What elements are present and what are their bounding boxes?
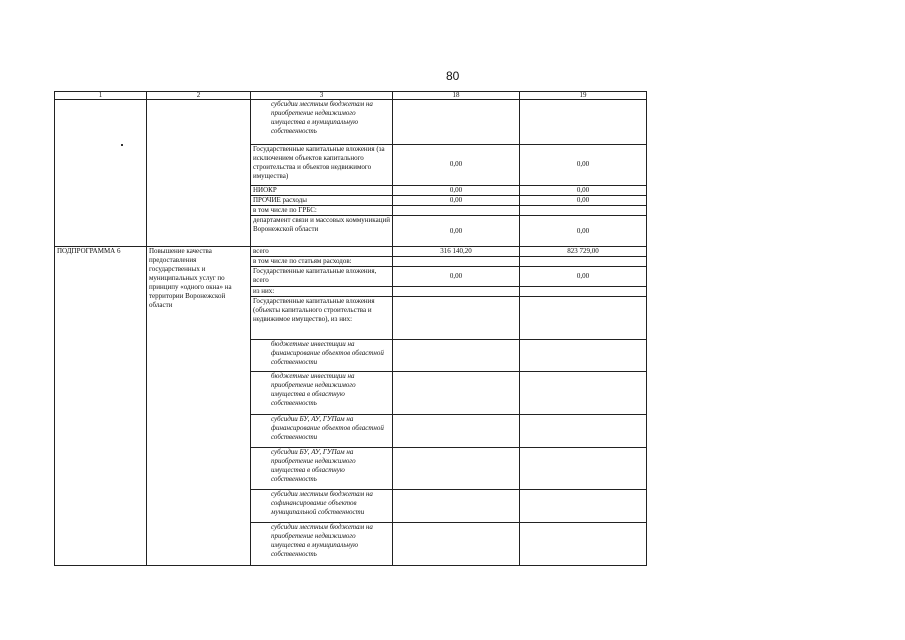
value-cell-19 <box>520 490 647 523</box>
subprogram-label-cell: ПОДПРОГРАММА 6 <box>55 246 147 565</box>
header-cell-18: 18 <box>393 92 520 100</box>
value-cell-19 <box>520 296 647 339</box>
subprogram-name-cell: Повышение качества предоставления государственных и муниципальных услуг по принципу «одного окна» на территории Воронежской области <box>147 246 251 565</box>
header-row <box>55 92 647 100</box>
value-cell-19 <box>520 100 647 145</box>
value-cell-18 <box>393 339 520 372</box>
value-cell-19: 0,00 <box>520 267 647 286</box>
value-cell-19 <box>520 257 647 267</box>
header-cell-3: 3 <box>251 92 393 100</box>
value-cell-19 <box>520 206 647 216</box>
table-row <box>55 100 647 145</box>
value-cell-19: 823 729,00 <box>520 246 647 256</box>
value-cell-18: 0,00 <box>393 267 520 286</box>
expense-item-cell: всего <box>251 246 393 256</box>
expense-item-cell: Государственные капитальные вложения, всего <box>251 267 393 286</box>
empty-cell-col1 <box>55 100 147 247</box>
expense-item-cell: в том числе по ГРБС: <box>251 206 393 216</box>
value-cell-18 <box>393 490 520 523</box>
table-row <box>55 246 647 256</box>
header-cell-19: 19 <box>520 92 647 100</box>
value-cell-18: 0,00 <box>393 195 520 205</box>
page-number: 80 <box>446 69 460 83</box>
expense-item-cell: субсидии местным бюджетам на приобретение недвижимого имущества в муниципальную собственность <box>251 523 393 566</box>
value-cell-18: 0,00 <box>393 216 520 247</box>
value-cell-19 <box>520 339 647 372</box>
value-cell-18 <box>393 447 520 490</box>
value-cell-19 <box>520 372 647 415</box>
value-cell-18 <box>393 257 520 267</box>
value-cell-18: 316 140,20 <box>393 246 520 256</box>
expense-item-cell: субсидии местным бюджетам на приобретение недвижимого имущества в муниципальную собственность <box>251 100 393 145</box>
header-cell-2: 2 <box>147 92 251 100</box>
value-cell-18 <box>393 523 520 566</box>
empty-cell-col2 <box>147 100 251 247</box>
expense-item-cell: субсидии БУ, АУ, ГУПам на финансирование объектов областной собственности <box>251 415 393 448</box>
budget-table-body <box>55 92 647 566</box>
value-cell-18 <box>393 286 520 296</box>
budget-table <box>54 91 647 566</box>
expense-item-cell: Государственные капитальные вложения (за исключением объектов капитального строительства и объектов недвижимого имущества) <box>251 144 393 185</box>
expense-item-cell: в том числе по статьям расходов: <box>251 257 393 267</box>
value-cell-18: 0,00 <box>393 185 520 195</box>
value-cell-19 <box>520 523 647 566</box>
expense-item-cell: бюджетные инвестиции на финансирование объектов областной собственности <box>251 339 393 372</box>
expense-item-cell: департамент связи и массовых коммуникаций Воронежской области <box>251 216 393 247</box>
header-cell-1: 1 <box>55 92 147 100</box>
value-cell-19: 0,00 <box>520 185 647 195</box>
value-cell-18 <box>393 206 520 216</box>
expense-item-cell: субсидии БУ, АУ, ГУПам на приобретение недвижимого имущества в областную собственность <box>251 447 393 490</box>
value-cell-18 <box>393 415 520 448</box>
value-cell-18: 0,00 <box>393 144 520 185</box>
expense-item-cell: ПРОЧИЕ расходы <box>251 195 393 205</box>
value-cell-18 <box>393 100 520 145</box>
expense-item-cell: субсидии местным бюджетам на софинансирование объектов муниципальной собственности <box>251 490 393 523</box>
value-cell-19: 0,00 <box>520 216 647 247</box>
expense-item-cell: бюджетные инвестиции на приобретение недвижимого имущества в областную собственность <box>251 372 393 415</box>
value-cell-19 <box>520 415 647 448</box>
expense-item-cell: из них: <box>251 286 393 296</box>
value-cell-18 <box>393 296 520 339</box>
value-cell-18 <box>393 372 520 415</box>
value-cell-19: 0,00 <box>520 144 647 185</box>
value-cell-19 <box>520 286 647 296</box>
expense-item-cell: Государственные капитальные вложения (объекты капитального строительства и недвижимое имущество), из них: <box>251 296 393 339</box>
value-cell-19: 0,00 <box>520 195 647 205</box>
expense-item-cell: НИОКР <box>251 185 393 195</box>
value-cell-19 <box>520 447 647 490</box>
